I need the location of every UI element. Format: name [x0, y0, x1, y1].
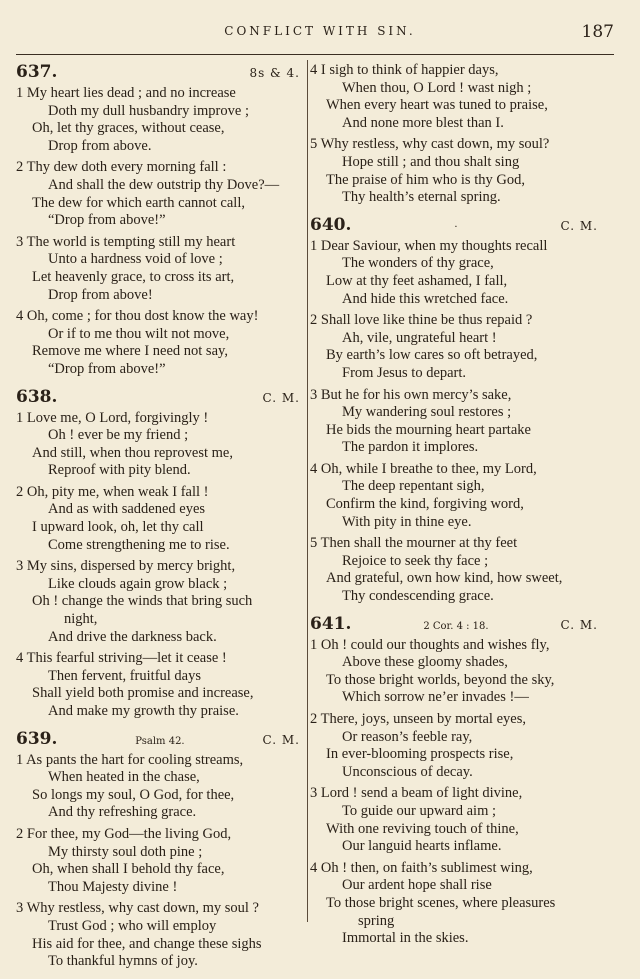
stanza-first-line: 5 Why restless, why cast down, my soul? [310, 136, 550, 153]
hymn [310, 62, 598, 207]
hymn-header [16, 62, 300, 84]
stanza [310, 637, 598, 707]
stanza-first-line: 2 There, joys, unseen by mortal eyes, [310, 711, 526, 727]
verse-line: Low at thy feet ashamed, I fall, [326, 272, 508, 289]
verse-line: “Drop from above!” [48, 360, 166, 377]
verse-line: The wonders of thy grace, [342, 255, 494, 272]
hymn-meter: C. M. [560, 617, 598, 632]
stanza [16, 410, 300, 480]
stanza-first-line: 4 This fearful striving—let it cease ! [16, 650, 227, 667]
verse-line: Confirm the kind, forgiving word, [326, 496, 524, 513]
verse-line: My wandering soul restores ; [342, 404, 512, 421]
stanza [310, 62, 598, 132]
verse-line: To guide our upward aim ; [342, 802, 497, 819]
stanza [16, 650, 300, 720]
hymn-header [310, 215, 598, 237]
verse-line: And none more blest than I. [342, 114, 504, 131]
verse-line: Rejoice to seek thy face ; [342, 552, 489, 569]
stanza [310, 238, 598, 308]
verse-line: Which sorrow ne’er invades !— [342, 689, 529, 706]
stanza-first-line: 3 The world is tempting still my heart [16, 233, 236, 250]
verse-line: So longs my soul, O God, for thee, [32, 786, 235, 803]
verse-line: Come strengthening me to rise. [48, 536, 230, 553]
verse-line: Oh ! change the winds that bring such [32, 593, 253, 610]
verse-line: My thirsty soul doth pine ; [48, 843, 203, 860]
verse-line: To thankful hymns of joy. [48, 953, 198, 970]
verse-line: And shall the dew outstrip thy Dove?— [48, 176, 280, 193]
verse-line: Drop from above. [48, 137, 152, 154]
verse-line: And still, when thou reprovest me, [32, 444, 233, 461]
hymn-scripture-ref: 2 Cor. 4 : 18. [423, 620, 489, 632]
stanza-first-line: 1 Dear Saviour, when my thoughts recall [310, 237, 548, 254]
stanza-first-line: 1 As pants the hart for cooling streams, [16, 751, 244, 768]
page-number: 187 [581, 22, 614, 42]
hymn [310, 614, 598, 948]
stanza [16, 900, 300, 970]
hymn-number: 641. [310, 613, 352, 634]
verse-line: Let heavenly grace, to cross its art, [32, 268, 235, 285]
verse-line: Above these gloomy shades, [342, 654, 508, 671]
stanza [16, 752, 300, 822]
verse-line: By earth’s low cares so oft betrayed, [326, 347, 538, 364]
right-column [310, 62, 598, 956]
verse-line: Reproof with pity blend. [48, 462, 191, 479]
verse-line: Our ardent hope shall rise [342, 877, 492, 894]
verse-line: And as with saddened eyes [48, 501, 206, 518]
stanza-first-line: 2 Oh, pity me, when weak I fall ! [16, 483, 209, 500]
stanza [310, 312, 598, 382]
stanza [16, 484, 300, 554]
verse-line: Like clouds again grow black ; [48, 575, 228, 592]
hymn-meter: C. M. [262, 732, 300, 747]
verse-line: And drive the darkness back. [48, 628, 217, 645]
verse-line: Oh, let thy graces, without cease, [32, 120, 225, 137]
stanza [16, 234, 300, 304]
verse-line: Or reason’s feeble ray, [342, 728, 473, 745]
hymn-scripture-ref: · [454, 221, 458, 233]
hymn-scripture-ref: Psalm 42. [135, 735, 185, 747]
stanza-first-line: 3 But he for his own mercy’s sake, [310, 386, 512, 403]
verse-line: When every heart was tuned to praise, [326, 97, 548, 114]
stanza-first-line: 1 My heart lies dead ; and no increase [16, 85, 236, 101]
verse-line: The deep repentant sigh, [342, 478, 485, 495]
verse-line: And hide this wretched face. [342, 290, 509, 307]
verse-line: Thy health’s eternal spring. [342, 189, 501, 206]
verse-line: Remove me where I need not say, [32, 343, 228, 360]
hymn-header [16, 729, 300, 751]
stanza [16, 159, 300, 229]
stanza [310, 136, 598, 206]
stanza-first-line: 1 Oh ! could our thoughts and wishes fly, [310, 636, 550, 653]
verse-line: Hope still ; and thou shalt sing [342, 153, 520, 170]
hymn-number: 638. [16, 386, 58, 407]
stanza [16, 826, 300, 896]
verse-line: In ever-blooming prospects rise, [326, 746, 514, 763]
stanza [310, 785, 598, 855]
stanza [16, 558, 300, 646]
verse-line: The praise of him who is thy God, [326, 171, 525, 188]
verse-line: Oh, when shall I behold thy face, [32, 861, 225, 878]
verse-line: When thou, O Lord ! wast nigh ; [342, 79, 532, 96]
stanza-first-line: 3 Lord ! send a beam of light divine, [310, 785, 523, 802]
verse-line: Or if to me thou wilt not move, [48, 325, 230, 342]
hymn-meter: C. M. [560, 218, 598, 233]
hymn [310, 215, 598, 606]
stanza [310, 860, 598, 948]
stanza-first-line: 3 My sins, dispersed by mercy bright, [16, 558, 236, 575]
hymn [16, 729, 300, 971]
verse-line: With one reviving touch of thine, [326, 820, 519, 837]
running-title: CONFLICT WITH SIN. [224, 24, 416, 38]
verse-line: When heated in the chase, [48, 769, 200, 786]
verse-line: I upward look, oh, let thy call [32, 519, 204, 536]
stanza [310, 711, 598, 781]
hymn [16, 387, 300, 721]
stanza-first-line: 2 For thee, my God—the living God, [16, 825, 232, 842]
stanza-first-line: 1 Love me, O Lord, forgivingly ! [16, 409, 209, 426]
stanza [310, 535, 598, 605]
verse-line: Our languid hearts inflame. [342, 838, 502, 855]
hymn-number: 639. [16, 728, 58, 749]
stanza-first-line: 2 Thy dew doth every morning fall : [16, 159, 227, 176]
stanza [16, 85, 300, 155]
verse-line: Shall yield both promise and increase, [32, 685, 254, 702]
header-rule [16, 54, 614, 55]
stanza-first-line: 4 Oh, while I breathe to thee, my Lord, [310, 460, 537, 477]
verse-line: Unto a hardness void of love ; [48, 251, 223, 268]
stanza-first-line: 4 Oh, come ; for thou dost know the way! [16, 308, 259, 325]
column-divider [307, 60, 308, 922]
stanza [310, 461, 598, 531]
stanza-first-line: 2 Shall love like thine be thus repaid ? [310, 312, 533, 329]
stanza-first-line: 4 Oh ! then, on faith’s sublimest wing, [310, 859, 533, 876]
stanza-first-line: 3 Why restless, why cast down, my soul ? [16, 900, 259, 917]
verse-line: “Drop from above!” [48, 212, 166, 229]
verse-line: To those bright worlds, beyond the sky, [326, 671, 555, 688]
verse-line: Trust God ; who will employ [48, 917, 217, 934]
verse-line: spring [358, 912, 395, 929]
verse-line: Then fervent, fruitful days [48, 667, 202, 684]
stanza-first-line: 5 Then shall the mourner at thy feet [310, 535, 518, 552]
verse-line: The dew for which earth cannot call, [32, 194, 245, 211]
verse-line: And make my growth thy praise. [48, 703, 239, 719]
verse-line: Thy condescending grace. [342, 588, 494, 605]
hymn-header [16, 387, 300, 409]
hymn-number: 637. [16, 62, 58, 82]
hymn-header [310, 614, 598, 636]
verse-line: And thy refreshing grace. [48, 804, 197, 821]
hymn-number: 640. [310, 214, 352, 235]
verse-line: And grateful, own how kind, how sweet, [326, 570, 563, 587]
verse-line: Ah, vile, ungrateful heart ! [342, 329, 497, 346]
verse-line: He bids the mourning heart partake [326, 421, 531, 438]
verse-line: From Jesus to depart. [342, 364, 467, 381]
verse-line: With pity in thine eye. [342, 513, 472, 530]
left-column [16, 62, 300, 979]
verse-line: Oh ! ever be my friend ; [48, 427, 189, 444]
hymn-meter: C. M. [262, 390, 300, 405]
hymn-meter: 8s & 4. [249, 66, 300, 80]
hymn [16, 62, 300, 379]
verse-line: Drop from above! [48, 286, 153, 303]
verse-line: The pardon it implores. [342, 439, 479, 456]
verse-line: Unconscious of decay. [342, 763, 473, 780]
stanza [310, 387, 598, 457]
verse-line: His aid for thee, and change these sighs [32, 935, 262, 952]
page-header [0, 22, 640, 48]
verse-line: Thou Majesty divine ! [48, 878, 178, 895]
verse-line: Immortal in the skies. [342, 930, 469, 947]
verse-line: night, [64, 611, 98, 628]
verse-line: To those bright scenes, where pleasures [326, 894, 556, 911]
verse-line: Doth my dull husbandry improve ; [48, 102, 249, 119]
stanza-first-line: 4 I sigh to think of happier days, [310, 62, 499, 78]
stanza [16, 308, 300, 378]
